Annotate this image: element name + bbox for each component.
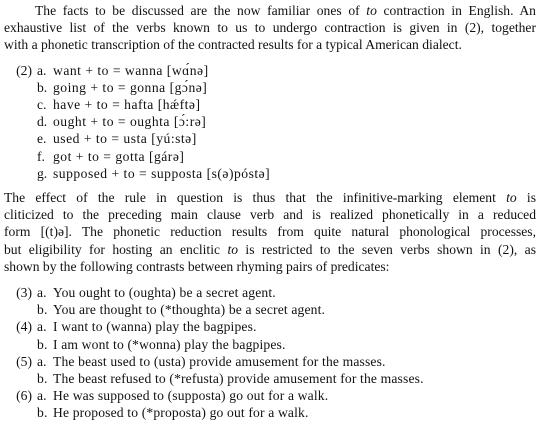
contraction-entry: have + to = hafta [hǽftə] (53, 96, 201, 112)
example-letter: c. (37, 96, 47, 112)
example-letter: b. (37, 79, 48, 95)
mentioned-word: to (506, 189, 517, 205)
list-item (4, 148, 536, 165)
list-item (4, 96, 536, 113)
list-item (4, 353, 536, 370)
example-letter: a. (37, 319, 47, 335)
example-sentence: The beast used to (usta) provide amusement for the masses. (53, 353, 386, 369)
example-letter: b. (37, 302, 48, 318)
example-letter: a. (37, 284, 47, 300)
example-number: (2) (16, 62, 32, 78)
list-item (4, 387, 536, 404)
example-sentence: I am wont to (*wonna) play the bagpipes. (53, 336, 286, 352)
example-number: (4) (16, 319, 32, 335)
example-list-2 (4, 62, 536, 182)
list-item (4, 318, 536, 335)
body-paragraph (4, 189, 536, 275)
example-letter: g. (37, 165, 48, 181)
example-letter: d. (37, 114, 48, 130)
example-number: (3) (16, 284, 32, 300)
example-letter: a. (37, 388, 47, 404)
intro-line: exhaustive list of the verbs known to us to undergo contraction is given in (2), together (4, 20, 536, 36)
example-sentence: He was supposed to (supposta) go out for a walk. (53, 388, 329, 404)
list-item (4, 62, 536, 79)
contraction-entry: going + to = gonna [gɔ́nə] (53, 79, 208, 95)
contraction-entry: got + to = gotta [gárə] (53, 148, 185, 164)
example-letter: b. (37, 405, 48, 421)
example-letter: e. (37, 131, 47, 147)
example-letter: f. (37, 148, 45, 164)
list-item (4, 336, 536, 353)
list-item (4, 404, 536, 421)
contraction-entry: ought + to = oughta [ɔ́:rə] (53, 114, 207, 130)
example-letter: a. (37, 62, 47, 78)
mentioned-word: to (366, 3, 377, 18)
body-line: shown by the following contrasts between rhyming pairs of predicates: (4, 258, 390, 274)
example-sentence: The beast refused to (*refusta) provide amusement for the masses. (53, 370, 424, 386)
example-letter: b. (37, 370, 48, 386)
intro-line: with a phonetic transcription of the contracted results for a typical American dialect. (4, 37, 462, 53)
list-item (4, 370, 536, 387)
example-number: (6) (16, 388, 32, 404)
list-item (4, 79, 536, 96)
body-line: but eligibility for hosting an enclitic to is restricted to the seven verbs shown in (2), as (4, 241, 537, 257)
list-item (4, 130, 536, 147)
contraction-entry: supposed + to = supposta [s(ə)póstə] (53, 165, 271, 181)
list-item (4, 113, 536, 130)
example-sentence: You are thought to (*thoughta) be a secret agent. (53, 302, 326, 318)
example-sentence: You ought to (oughta) be a secret agent. (53, 284, 276, 300)
example-sentence: He proposed to (*proposta) go out for a walk. (53, 405, 309, 421)
intro-line: The facts to be discussed are the now familiar ones of to contraction in English. An (35, 3, 536, 18)
body-line: The effect of the rule in question is thus that the infinitive-marking element to is (4, 189, 536, 205)
list-item (4, 165, 536, 182)
intro-paragraph (4, 2, 536, 54)
example-pairs (4, 284, 536, 422)
list-item (4, 301, 536, 318)
contraction-entry: want + to = wanna [wɑ́nə] (53, 62, 209, 78)
mentioned-word: to (227, 241, 239, 257)
example-sentence: I want to (wanna) play the bagpipes. (53, 319, 257, 335)
example-number: (5) (16, 353, 32, 369)
body-line: form [(t)ə]. The phonetic reduction results from quite natural phonological processes, (4, 224, 536, 240)
body-line: cliticized to the preceding main clause verb and is realized phonetically in a reduced (4, 207, 536, 223)
example-letter: a. (37, 353, 47, 369)
page-content (4, 2, 536, 421)
example-letter: b. (37, 336, 48, 352)
list-item (4, 284, 536, 301)
contraction-entry: used + to = usta [yú:stə] (53, 131, 197, 147)
